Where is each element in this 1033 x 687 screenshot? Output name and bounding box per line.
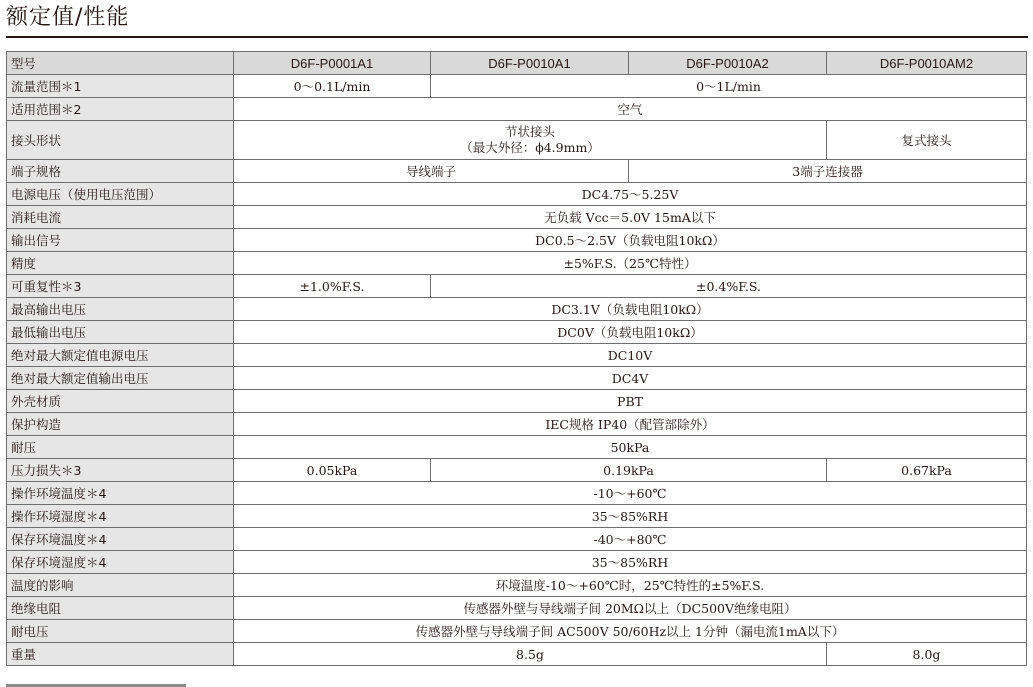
row-value: ±5%F.S.（25℃特性） <box>234 252 1027 275</box>
row-label: 端子规格 <box>7 160 234 183</box>
table-row <box>7 551 1027 574</box>
row-label: 绝对最大额定值输出电压 <box>7 367 234 390</box>
row-label: 流量范围＊1 <box>7 75 234 98</box>
table-row <box>7 390 1027 413</box>
row-label: 接头形状 <box>7 121 234 160</box>
table-row <box>7 436 1027 459</box>
row-label: 绝对最大额定值电源电压 <box>7 344 234 367</box>
table-row <box>7 229 1027 252</box>
row-value: DC0V（负载电阻10kΩ） <box>234 321 1027 344</box>
row-value: DC0.5～2.5V（负载电阻10kΩ） <box>234 229 1027 252</box>
table-row <box>7 597 1027 620</box>
row-label: 可重复性＊3 <box>7 275 234 298</box>
row-label: 最高输出电压 <box>7 298 234 321</box>
header-d6f-p0001a1: D6F-P0001A1 <box>234 52 431 75</box>
row-value: 传感器外壁与导线端子间 20MΩ以上（DC500V绝缘电阻） <box>234 597 1027 620</box>
row-value: 复式接头 <box>827 121 1027 160</box>
table-row <box>7 75 1027 98</box>
row-value-line: 节状接头 <box>504 124 555 139</box>
header-d6f-p0010a1: D6F-P0010A1 <box>431 52 629 75</box>
row-label: 重量 <box>7 643 234 666</box>
row-value: 50kPa <box>234 436 1027 459</box>
table-row <box>7 121 1027 160</box>
row-label: 适用范围＊2 <box>7 98 234 121</box>
row-value: DC10V <box>234 344 1027 367</box>
row-value: 空气 <box>234 98 1027 121</box>
table-row <box>7 98 1027 121</box>
row-value: 8.0g <box>827 643 1027 666</box>
row-label: 操作环境温度＊4 <box>7 482 234 505</box>
row-value-line: （最大外径：ϕ4.9mm） <box>460 140 600 155</box>
table-row <box>7 298 1027 321</box>
row-value: -40～+80℃ <box>234 528 1027 551</box>
row-value: 导线端子 <box>234 160 629 183</box>
row-value: 传感器外壁与导线端子间 AC500V 50/60Hz以上 1分钟（漏电流1mA以下） <box>234 620 1027 643</box>
table-header-row <box>7 52 1027 75</box>
row-value: IEC规格 IP40（配管部除外） <box>234 413 1027 436</box>
spec-table <box>6 51 1027 666</box>
table-row <box>7 459 1027 482</box>
row-value: 8.5g <box>234 643 827 666</box>
table-row <box>7 275 1027 298</box>
table-row <box>7 413 1027 436</box>
row-label: 外壳材质 <box>7 390 234 413</box>
header-d6f-p0010a2: D6F-P0010A2 <box>629 52 827 75</box>
table-row <box>7 344 1027 367</box>
row-value <box>234 121 827 160</box>
title-divider <box>6 36 1028 38</box>
row-label: 最低输出电压 <box>7 321 234 344</box>
row-value: 3端子连接器 <box>629 160 1027 183</box>
row-label: 压力损失＊3 <box>7 459 234 482</box>
page-title: 额定值/性能 <box>6 5 130 30</box>
table-row <box>7 574 1027 597</box>
header-d6f-p0010am2: D6F-P0010AM2 <box>827 52 1027 75</box>
table-row <box>7 528 1027 551</box>
row-value: 0.19kPa <box>431 459 827 482</box>
row-value: 0～0.1L/min <box>234 75 431 98</box>
row-label: 耐电压 <box>7 620 234 643</box>
row-value: 无负载 Vcc＝5.0V 15mA以下 <box>234 206 1027 229</box>
row-value: 0～1L/min <box>431 75 1027 98</box>
row-label: 耐压 <box>7 436 234 459</box>
table-row <box>7 252 1027 275</box>
row-value: -10～+60℃ <box>234 482 1027 505</box>
row-value: 0.05kPa <box>234 459 431 482</box>
table-row <box>7 620 1027 643</box>
row-value: 环境温度-10～+60℃时，25℃特性的±5%F.S. <box>234 574 1027 597</box>
row-value: ±1.0%F.S. <box>234 275 431 298</box>
table-row <box>7 367 1027 390</box>
row-value: 35～85%RH <box>234 551 1027 574</box>
row-label: 保护构造 <box>7 413 234 436</box>
table-row <box>7 505 1027 528</box>
row-label: 温度的影响 <box>7 574 234 597</box>
row-value: 35～85%RH <box>234 505 1027 528</box>
header-model: 型号 <box>7 52 234 75</box>
row-value: PBT <box>234 390 1027 413</box>
row-value: DC4.75～5.25V <box>234 183 1027 206</box>
row-value: 0.67kPa <box>827 459 1027 482</box>
row-label: 精度 <box>7 252 234 275</box>
row-label: 电源电压（使用电压范围） <box>7 183 234 206</box>
row-value: DC4V <box>234 367 1027 390</box>
table-row <box>7 206 1027 229</box>
row-value: DC3.1V（负载电阻10kΩ） <box>234 298 1027 321</box>
table-row <box>7 321 1027 344</box>
table-row <box>7 183 1027 206</box>
table-row <box>7 160 1027 183</box>
row-label: 绝缘电阻 <box>7 597 234 620</box>
row-value: ±0.4%F.S. <box>431 275 1027 298</box>
row-label: 输出信号 <box>7 229 234 252</box>
row-label: 消耗电流 <box>7 206 234 229</box>
row-label: 保存环境湿度＊4 <box>7 551 234 574</box>
row-label: 操作环境湿度＊4 <box>7 505 234 528</box>
table-row <box>7 643 1027 666</box>
table-row <box>7 482 1027 505</box>
row-label: 保存环境温度＊4 <box>7 528 234 551</box>
